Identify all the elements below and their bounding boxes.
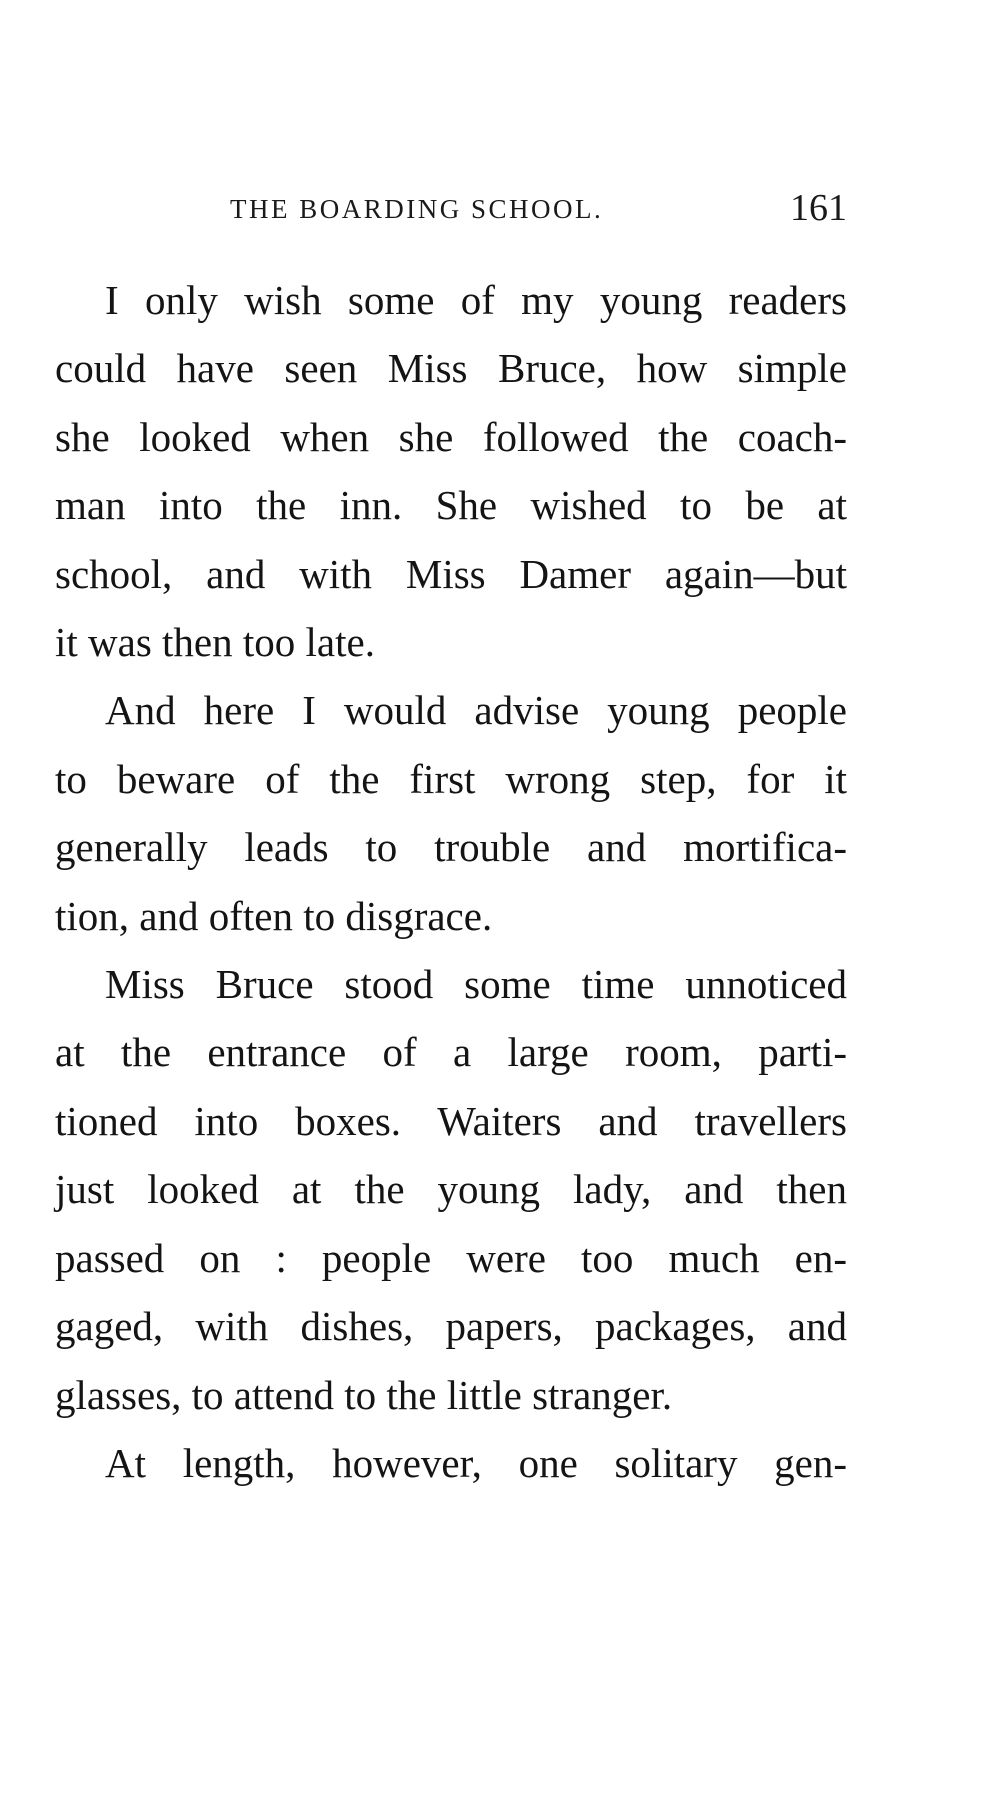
text-line: Miss Bruce stood some time unnoticed	[105, 961, 847, 1008]
text-line: generally leads to trouble and mortifica-	[55, 824, 847, 871]
text-line: glasses, to attend to the little stranger.	[55, 1371, 673, 1418]
paragraph	[55, 676, 847, 950]
text-line: tioned into boxes. Waiters and travellers	[55, 1097, 847, 1144]
text-line: I only wish some of my young readers	[105, 277, 847, 323]
paragraph	[55, 1429, 847, 1497]
page-number: 161	[790, 187, 847, 229]
text-line: could have seen Miss Bruce, how simple	[55, 345, 847, 392]
body-text	[55, 266, 847, 1497]
text-line: gaged, with dishes, papers, packages, and	[55, 1303, 847, 1350]
running-head	[55, 186, 847, 236]
text-line: it was then too late.	[55, 619, 375, 666]
text-line: just looked at the young lady, and then	[55, 1166, 847, 1213]
text-line: At length, however, one solitary gen-	[105, 1439, 847, 1486]
text-line: school, and with Miss Damer again—but	[55, 550, 847, 597]
text-line: And here I would advise young people	[105, 687, 847, 734]
text-line: to beware of the first wrong step, for it	[55, 755, 847, 802]
paragraph	[55, 266, 847, 676]
paragraph	[55, 950, 847, 1429]
text-line: man into the inn. She wished to be at	[55, 482, 847, 529]
text-line: at the entrance of a large room, parti-	[55, 1029, 847, 1076]
text-line: passed on : people were too much en-	[55, 1234, 847, 1281]
text-line: tion, and often to disgrace.	[55, 892, 493, 939]
running-title: THE BOARDING SCHOOL.	[230, 194, 604, 224]
text-line: she looked when she followed the coach-	[55, 413, 847, 460]
